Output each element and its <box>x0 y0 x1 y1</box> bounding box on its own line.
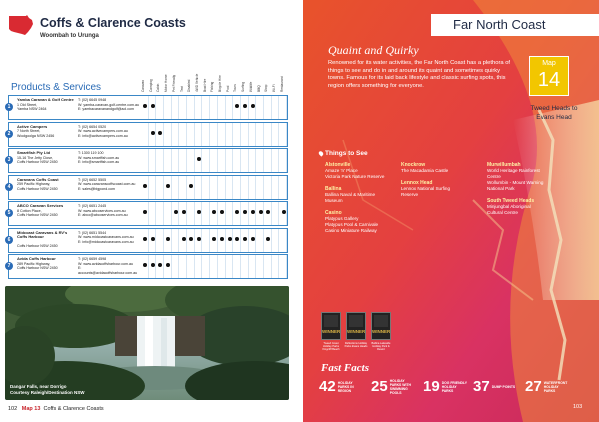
amenity-dot <box>197 157 201 161</box>
table-row <box>8 175 288 200</box>
amenity-dot <box>166 184 170 188</box>
row-number: 3 <box>5 156 13 164</box>
amenity-dot <box>189 184 193 188</box>
amenity-dot <box>189 237 193 241</box>
intro-text: Renowned for its water activities, the Far North Coast has a plethora of things to see and do in and around its quaint and sometimes quirky towns. Famous for its laid back lifestyle and classic surfing spots, this region offers something for everyone. <box>328 60 511 89</box>
amenity-dot <box>197 237 201 241</box>
amenity-dot <box>212 210 216 214</box>
things-to-see-heading: Things to See <box>325 150 368 157</box>
column-header: Fishing <box>210 81 215 92</box>
contact-details: T: (02) 6654 0520 W: www.activecampers.com.au E: info@activecampers.com.au <box>78 124 128 138</box>
business-name: ABCO Caravan Services 8 Cotton Place, Coffs Harbour NSW 2450 <box>17 203 64 218</box>
page-subtitle: Woombah to Urunga <box>40 33 99 39</box>
table-row <box>8 122 288 147</box>
fast-fact: 25 HOLIDAY PARKS WITH SWIMMING POOLS <box>371 378 411 396</box>
contact-details: T: (02) 6652 5505 W: www.caravanscoffscoast.com.au E: sales@bigpond.com <box>78 177 136 191</box>
amenity-dot <box>197 210 201 214</box>
column-header: Wi-Fi <box>271 84 276 92</box>
award-caption: Reflections Holiday Parks Evans Heads <box>344 342 368 349</box>
amenity-dot <box>235 210 239 214</box>
amenity-dot <box>143 237 147 241</box>
business-name: Active Campers 7 North Street, Woolgoolga NSW 2456 <box>17 123 55 138</box>
left-footer: 102 Map 13 Coffs & Clarence Coasts <box>8 406 104 412</box>
place-entry: Lennox Head Lennox National Surfing Reserve <box>401 180 451 197</box>
column-header: Camping <box>148 79 153 92</box>
amenity-dots <box>141 229 289 252</box>
row-number: 7 <box>5 262 13 270</box>
place-entry: Ballina Ballina Naval & Maritime Museum <box>325 186 376 203</box>
amenity-dot <box>182 210 186 214</box>
column-header: 4WD Vehicle <box>194 73 199 92</box>
business-name: Yamba Caravan & Golf Centre 1 Old Street, Yamba NSW 2464 <box>17 97 74 112</box>
place-entry: Knockrow The Macadamia Castle <box>401 162 449 173</box>
amenity-dot <box>143 184 147 188</box>
column-header: Tours <box>233 84 238 92</box>
amenity-dot <box>174 210 178 214</box>
fast-facts-heading: Fast Facts <box>321 362 369 374</box>
award-badge: WINNER <box>371 312 391 340</box>
amenity-dot <box>259 210 263 214</box>
award-caption: Ballina Lakeside Holiday Park & Resort <box>371 342 391 352</box>
row-number: 1 <box>5 103 13 111</box>
table-row <box>8 228 288 253</box>
amenity-dot <box>266 210 270 214</box>
amenity-dot <box>235 104 239 108</box>
contact-details: T: (02) 6651 5544 W: www.midcoastcaravans.com.au E: info@midcoastcaravans.com.au <box>78 230 134 244</box>
column-header: BBQ <box>256 85 261 92</box>
amenity-dot <box>151 263 155 267</box>
amenity-dot <box>143 210 147 214</box>
award-winners <box>321 312 431 352</box>
table-row <box>8 254 288 279</box>
column-header: Boat Hire <box>202 78 207 92</box>
amenity-dots <box>141 202 289 225</box>
page-title: Coffs & Clarence Coasts <box>40 16 186 30</box>
photo-caption: Dangar Falls, near Dorrigo Courtesy Raleigh/Destination NSW <box>10 384 85 395</box>
amenity-dot <box>158 131 162 135</box>
amenity-dot <box>220 237 224 241</box>
amenity-dot <box>143 263 147 267</box>
amenity-dots <box>141 149 289 172</box>
amenity-dot <box>182 237 186 241</box>
amenity-dot <box>212 237 216 241</box>
left-page <box>0 0 296 422</box>
nsw-map-icon <box>8 14 34 36</box>
row-number: 5 <box>5 209 13 217</box>
amenity-dots <box>141 255 289 278</box>
table-row <box>8 148 288 173</box>
amenity-dot <box>235 237 239 241</box>
region-title: Far North Coast <box>453 17 546 32</box>
award-badge: WINNER <box>346 312 366 340</box>
place-entry: Murwillumbah World Heritage Rainforest Centre Wollumbin - Mount Warning National Park <box>487 162 544 191</box>
amenity-dots <box>141 123 289 146</box>
right-page <box>303 0 599 422</box>
column-header: Bicycle Hire <box>218 75 222 92</box>
page-number: 103 <box>573 404 583 410</box>
business-name: Avida Coffs Harbour 289 Pacific Highway, Coffs Harbour NSW 2450 <box>17 256 58 271</box>
amenity-dots <box>141 96 289 119</box>
business-name: Smartfish Pty Ltd 15-16 The Jetty Close, Coffs Harbour NSW 2450 <box>17 150 58 165</box>
amenity-dot <box>243 104 247 108</box>
table-row <box>8 201 288 226</box>
contact-details: T: 1300 119 100 W: www.smartfish.com.au E: info@smartfish.com.au <box>78 151 120 165</box>
amenity-dot <box>151 237 155 241</box>
amenity-dot <box>151 131 155 135</box>
column-headers <box>140 48 288 94</box>
row-number: 6 <box>5 236 13 244</box>
column-header: Caravan <box>141 79 145 92</box>
map-range: Tweed Heads to Evans Head <box>530 105 578 121</box>
amenity-dot <box>151 104 155 108</box>
contact-details: T: (02) 6645 0948 W: yamba-caravan-golf-centre.com.au E: yambacaravanandgolf@aol.com <box>78 98 140 112</box>
contact-details: T: (02) 6651 2445 W: www.abcoservices.com.au E: abco@abcoservices.com.au <box>78 204 128 218</box>
waterfall-photo <box>5 286 289 400</box>
column-header: Pet Friendly <box>171 74 176 92</box>
amenity-dot <box>266 237 270 241</box>
amenity-dot <box>251 104 255 108</box>
business-name: Caravans Coffs Coast 259 Pacific Highway, Coffs Harbour NSW 2450 <box>17 176 59 191</box>
intro-heading: Quaint and Quirky <box>328 43 419 57</box>
row-number: 4 <box>5 183 13 191</box>
fast-fact: 42 HOLIDAY PARKS IN REGION <box>319 378 354 396</box>
amenity-dot <box>166 263 170 267</box>
map-badge: Map 14 <box>529 56 569 96</box>
amenity-dot <box>282 210 286 214</box>
column-header: Wildlife <box>248 81 253 92</box>
amenity-dot <box>143 104 147 108</box>
amenity-dot <box>251 210 255 214</box>
amenity-dots <box>141 176 289 199</box>
column-header: Disabled <box>187 79 192 92</box>
amenity-dot <box>243 210 247 214</box>
table-row <box>8 95 288 120</box>
contact-details: T: (02) 6659 4598 W: www.avidacoffsharbour.com.au E: accounts@avidacoffsharbour.com.au <box>78 257 138 275</box>
award-badge: WINNER <box>321 312 341 340</box>
products-services-heading: Products & Services <box>11 82 102 93</box>
amenity-dot <box>228 237 232 241</box>
column-header: Tent <box>179 85 184 92</box>
column-header: Shop <box>264 84 269 92</box>
fast-fact: 27 WATERFRONT HOLIDAY PARKS <box>525 378 568 396</box>
column-header: Surfing <box>241 81 246 92</box>
row-number: 2 <box>5 130 13 138</box>
column-header: Restaurant <box>279 76 284 92</box>
column-header: Pool <box>225 85 230 92</box>
column-header: Cabin <box>156 83 161 92</box>
award-caption: Tweed Coast Holiday Parks Kingcliff Beach <box>322 342 340 352</box>
place-entry: Casino Platypus Gallery Platypus Pool & Carnivale Casino Miniature Railway <box>325 210 379 233</box>
business-name: Midcoast Caravans & RV's Coffs Harbour Coffs Harbour NSW 2450 <box>17 229 68 249</box>
place-entry: Alstonville Amaze 'n' Place Victoria Park Nature Reserve <box>325 162 385 179</box>
amenity-dot <box>158 263 162 267</box>
amenity-dot <box>251 237 255 241</box>
fast-fact: 19 DOG FRIENDLY HOLIDAY PARKS <box>423 378 467 396</box>
amenity-dot <box>243 237 247 241</box>
fast-fact: 37 DUMP POINTS <box>473 378 516 396</box>
column-header: Motor Home <box>164 74 169 92</box>
place-entry: South Tweed Heads Minjungbal Aboriginal Cultural Centre <box>487 198 535 215</box>
amenity-dot <box>166 237 170 241</box>
amenity-dot <box>220 210 224 214</box>
